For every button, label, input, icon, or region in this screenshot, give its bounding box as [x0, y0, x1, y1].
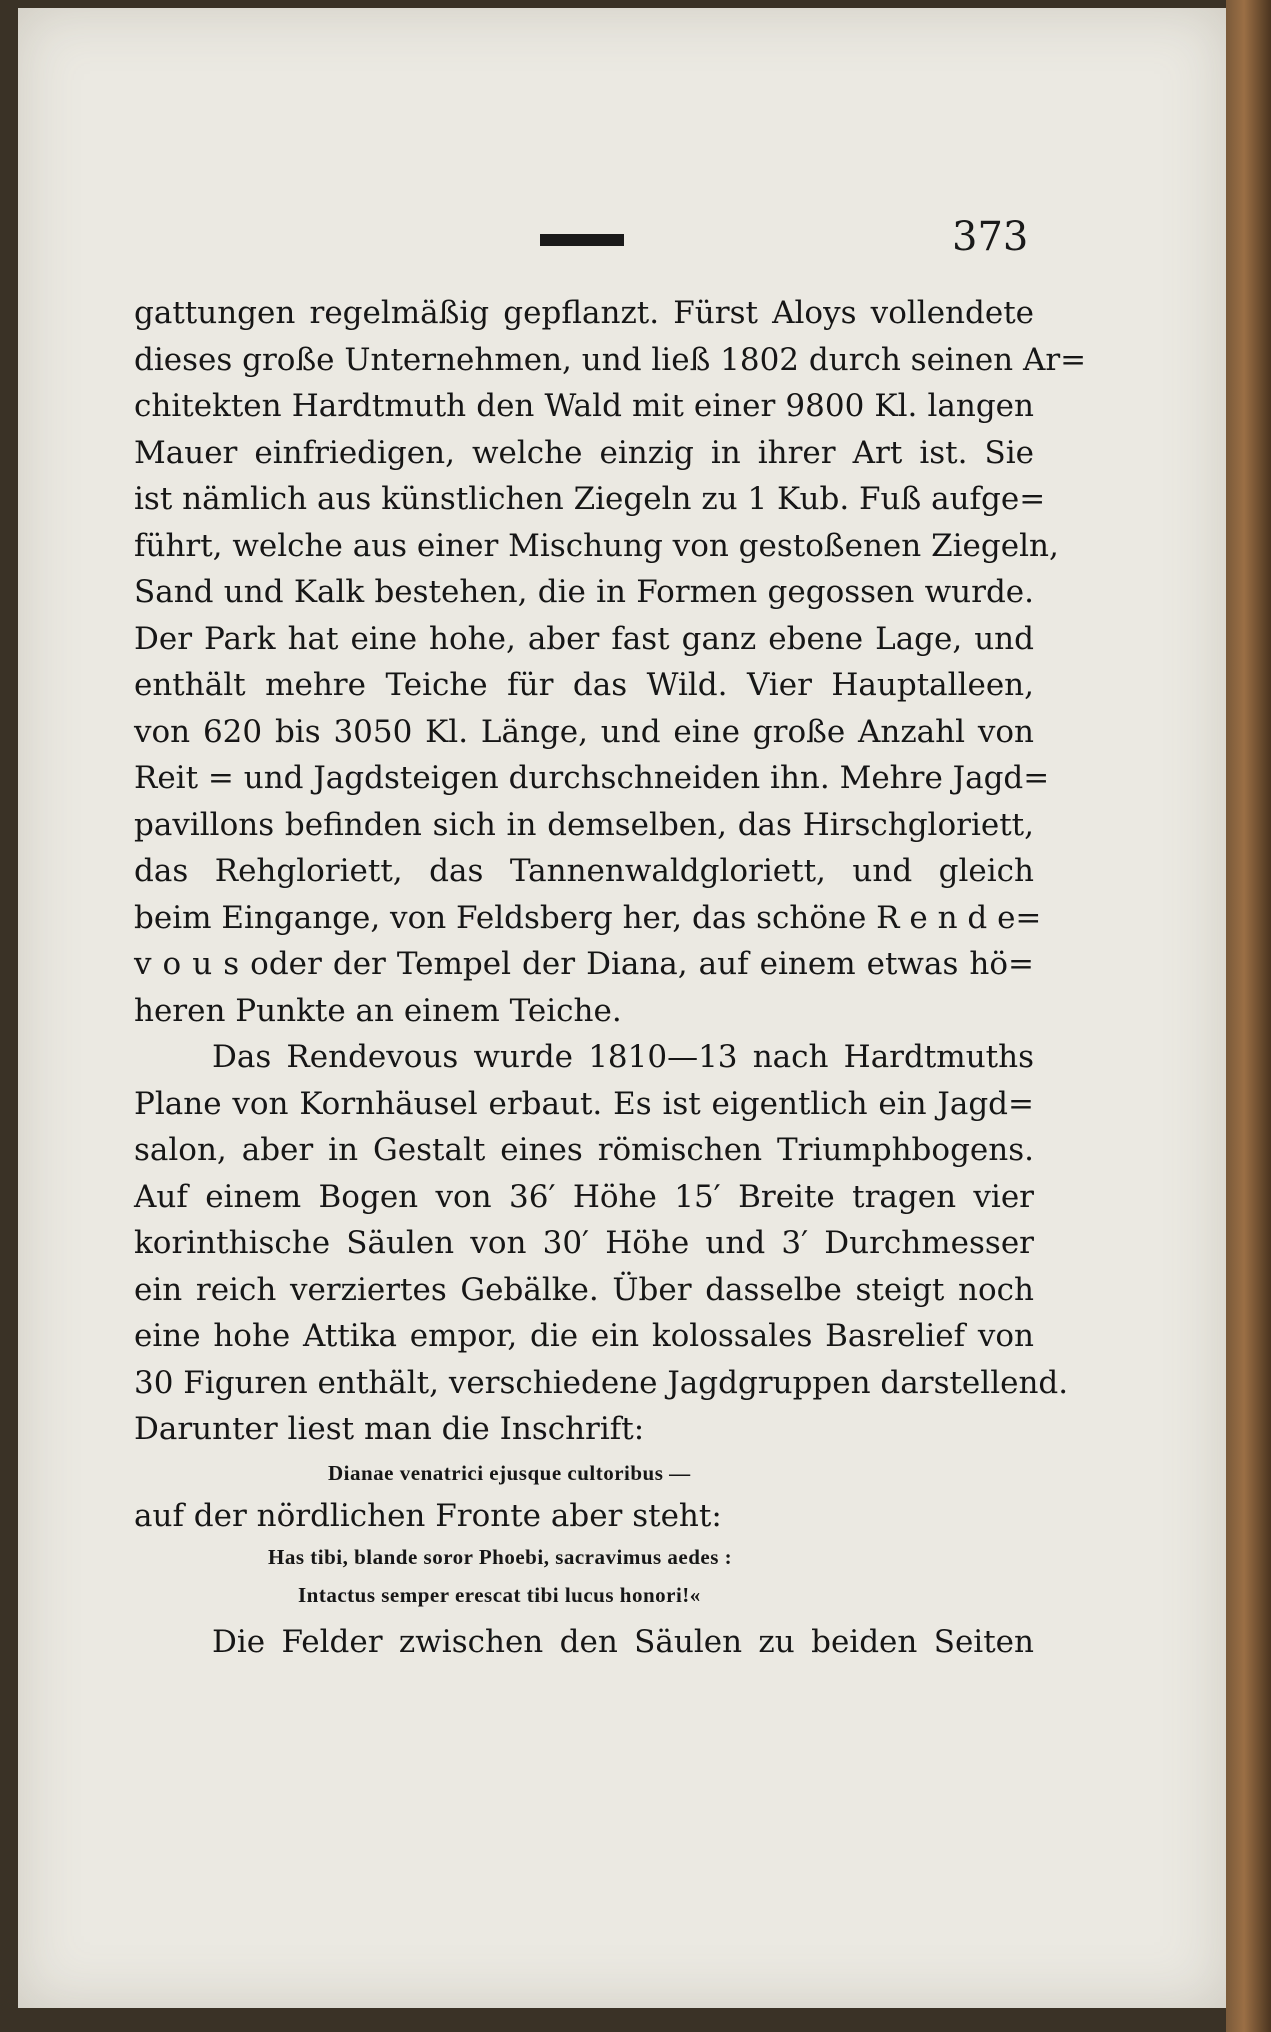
- text-line: eine hohe Attika empor, die ein kolossales Basrelief von: [134, 1318, 1034, 1354]
- text-line: Reit = und Jagdsteigen durchschneiden ihn. Mehre Jagd=: [134, 760, 1050, 796]
- text-line: chitekten Hardtmuth den Wald mit einer 9800 Kl. langen: [134, 388, 1034, 424]
- book-edge: [1226, 0, 1271, 2032]
- text-line: Der Park hat eine hohe, aber fast ganz ebene Lage, und: [134, 620, 1034, 657]
- latin-inscription: Dianae venatrici ejusque cultoribus —: [328, 1460, 691, 1485]
- text-line: auf der nördlichen Fronte aber steht:: [134, 1497, 722, 1534]
- text-line: pavillons befinden sich in demselben, das Hirschgloriett,: [134, 806, 1034, 843]
- book-page: [18, 8, 1226, 2008]
- text-line: korinthische Säulen von 30′ Höhe und 3′ Durchmesser: [134, 1225, 1034, 1261]
- text-line: Plane von Kornhäusel erbaut. Es ist eigentlich ein Jagd=: [134, 1085, 1034, 1122]
- text-line: Das Rendevous wurde 1810—13 nach Hardtmuths: [212, 1039, 1034, 1075]
- text-line: 30 Figuren enthält, verschiedene Jagdgruppen darstellend.: [134, 1364, 1069, 1401]
- latin-inscription: Intactus semper erescat tibi lucus honori!«: [298, 1582, 701, 1607]
- text-line: von 620 bis 3050 Kl. Länge, und eine große Anzahl von: [134, 713, 1034, 750]
- text-line: Mauer einfriedigen, welche einzig in ihrer Art ist. Sie: [134, 434, 1034, 471]
- text-line: v o u s oder der Tempel der Diana, auf einem etwas hö=: [134, 946, 1034, 982]
- text-line: Darunter liest man die Inschrift:: [134, 1411, 645, 1447]
- text-line: Sand und Kalk bestehen, die in Formen gegossen wurde.: [134, 574, 1034, 610]
- text-line: ein reich verziertes Gebälke. Über dasselbe steigt noch: [134, 1271, 1034, 1308]
- text-line: gattungen regelmäßig gepflanzt. Fürst Aloys vollendete: [134, 295, 1034, 331]
- page-number: 373: [952, 214, 1029, 260]
- text-line: salon, aber in Gestalt eines römischen Triumphbogens.: [134, 1132, 1034, 1168]
- body-text: [134, 290, 1087, 1665]
- text-line: dieses große Unternehmen, und ließ 1802 durch seinen Ar=: [134, 341, 1087, 378]
- text-line: Die Felder zwischen den Säulen zu beiden Seiten: [212, 1623, 1034, 1660]
- header-rule: [540, 234, 624, 246]
- text-line: beim Eingange, von Feldsberg her, das schöne R e n d e=: [134, 899, 1042, 936]
- text-line: enthält mehre Teiche für das Wild. Vier Hauptalleen,: [134, 667, 1034, 703]
- text-line: heren Punkte an einem Teiche.: [134, 992, 622, 1029]
- text-line: Auf einem Bogen von 36′ Höhe 15′ Breite tragen vier: [134, 1178, 1034, 1215]
- text-line: das Rehgloriett, das Tannenwaldgloriett, und gleich: [134, 853, 1034, 889]
- text-line: führt, welche aus einer Mischung von gestoßenen Ziegeln,: [134, 527, 1059, 564]
- latin-inscription: Has tibi, blande soror Phoebi, sacravimus aedes :: [268, 1544, 733, 1569]
- text-line: ist nämlich aus künstlichen Ziegeln zu 1 Kub. Fuß aufge=: [134, 481, 1046, 517]
